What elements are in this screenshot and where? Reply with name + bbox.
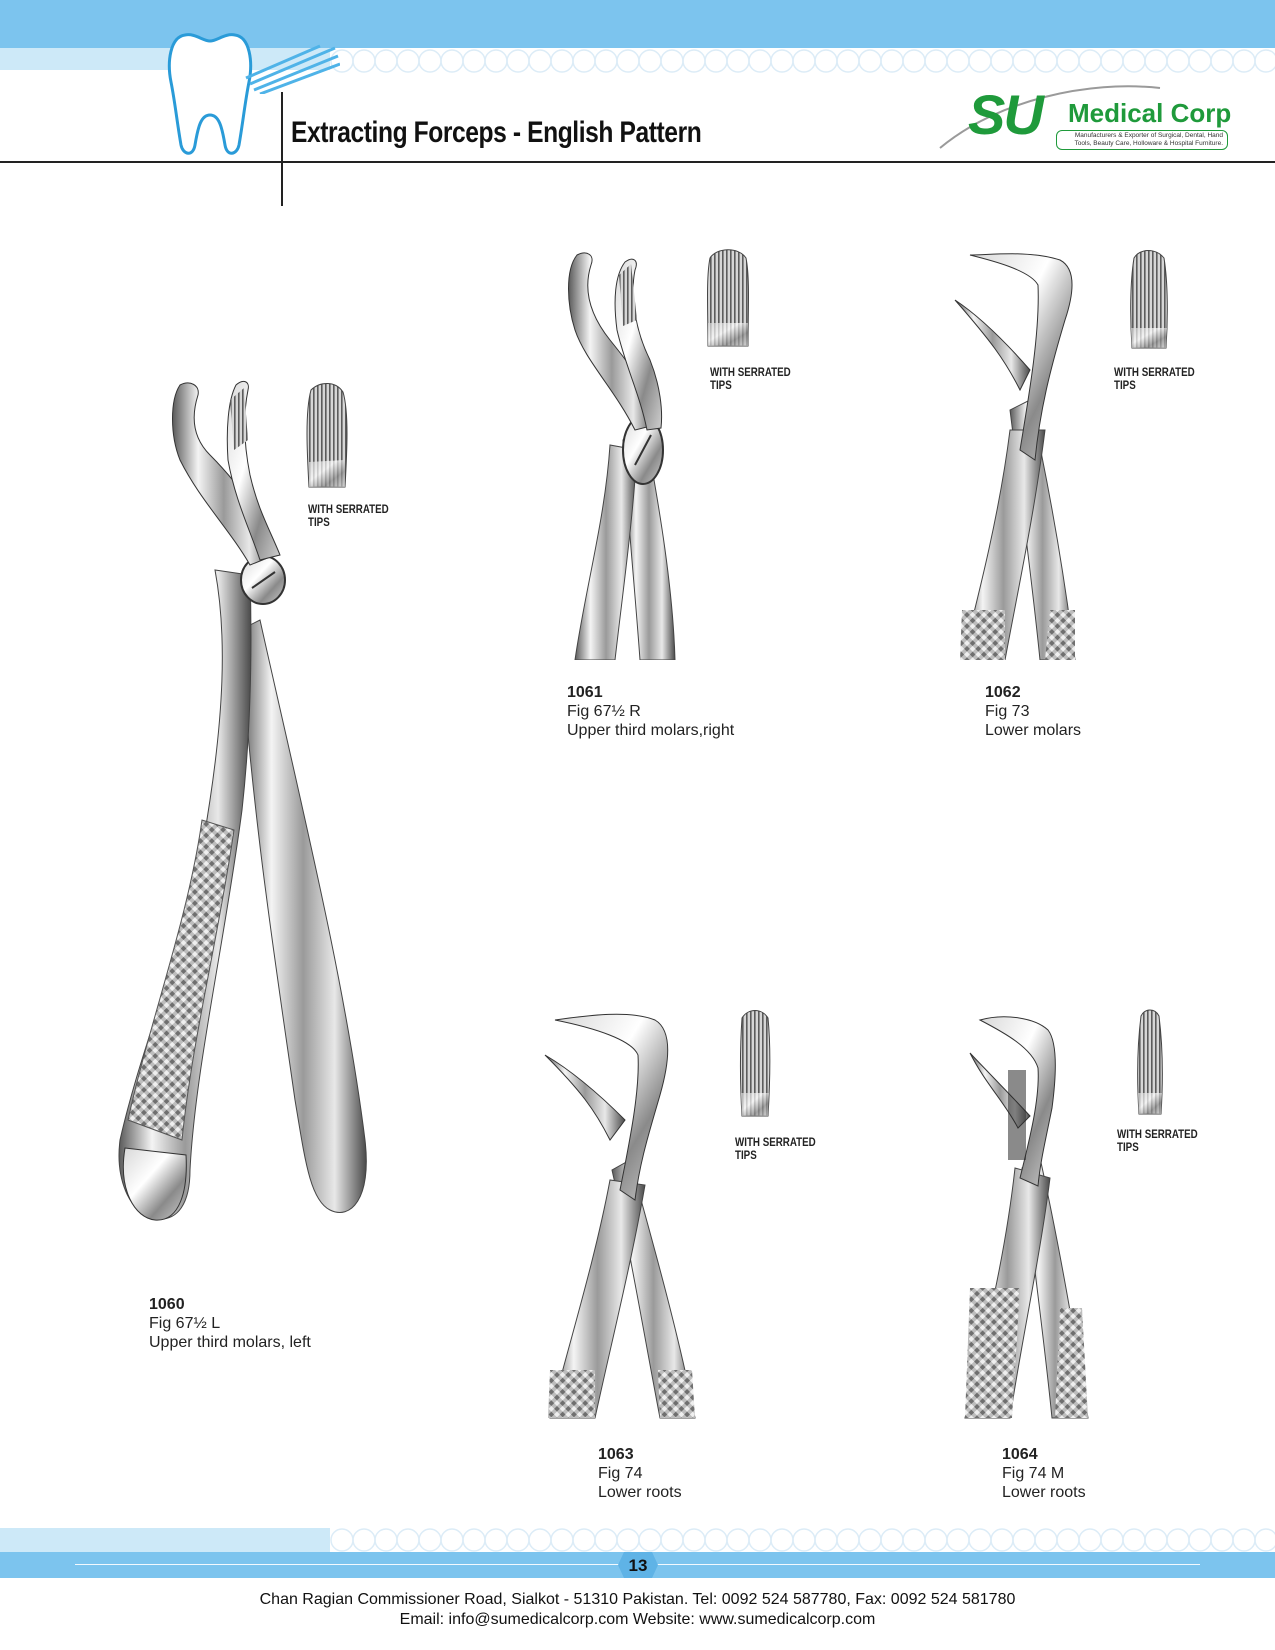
product-fig: Fig 67½ R	[567, 703, 641, 720]
page-title: Extracting Forceps - English Pattern	[291, 116, 702, 149]
tip-label-1063: WITH SERRATED TIPS	[735, 1137, 816, 1162]
footer-address: Chan Ragian Commissioner Road, Sialkot - 51310 Pakistan. Tel: 0092 524 587780, Fax: 0092 524 581780	[259, 1591, 1016, 1608]
product-code: 1060	[149, 1296, 185, 1313]
tip-label-1064: WITH SERRATED TIPS	[1117, 1129, 1198, 1154]
product-description: Upper third molars, left	[149, 1334, 311, 1351]
product-description: Lower roots	[1002, 1484, 1086, 1501]
tip-label-1061: WITH SERRATED TIPS	[710, 367, 791, 392]
header-rule	[0, 161, 1275, 163]
forceps-1063-image	[540, 1010, 730, 1420]
tip-label-1062: WITH SERRATED TIPS	[1114, 367, 1195, 392]
caption-1061	[567, 683, 734, 740]
product-fig: Fig 74	[598, 1465, 643, 1482]
product-fig: Fig 67½ L	[149, 1315, 221, 1332]
logo-tagline: Manufacturers & Exporter of Surgical, Dental, Hand Tools, Beauty Care, Holloware & Hospital Furniture.	[1056, 130, 1228, 150]
serrated-tip-1062-image	[1128, 248, 1170, 350]
page-number: 13	[628, 1556, 648, 1575]
logo-name: Medical Corp	[1068, 98, 1232, 128]
caption-1062	[985, 683, 1081, 740]
product-code: 1062	[985, 684, 1021, 701]
caption-1063	[598, 1445, 682, 1502]
product-code: 1061	[567, 684, 603, 701]
ring-pattern	[330, 48, 1275, 74]
product-description: Lower molars	[985, 722, 1082, 739]
serrated-tip-1064-image	[1135, 1008, 1165, 1116]
product-description: Upper third molars,right	[567, 722, 735, 739]
product-code: 1064	[1002, 1446, 1038, 1463]
footer-band-light	[0, 1528, 330, 1552]
forceps-1064-image	[960, 1008, 1130, 1420]
serrated-tip-1060-image	[305, 382, 350, 490]
footer-contact: Email: info@sumedicalcorp.com Website: www.sumedicalcorp.com	[399, 1611, 876, 1628]
tip-label-1060: WITH SERRATED TIPS	[308, 504, 389, 529]
footer-ring-pattern	[330, 1528, 1275, 1552]
serrated-tip-1063-image	[738, 1008, 772, 1118]
caption-1060	[149, 1295, 311, 1352]
forceps-1061-image	[555, 250, 705, 660]
product-fig: Fig 74 M	[1002, 1465, 1065, 1482]
caption-1064	[1002, 1445, 1086, 1502]
product-description: Lower roots	[598, 1484, 682, 1501]
product-code: 1063	[598, 1446, 634, 1463]
tooth-shine-rays	[240, 44, 340, 94]
header-divider	[281, 92, 283, 206]
forceps-1062-image	[950, 250, 1130, 660]
company-logo	[938, 80, 1238, 155]
serrated-tip-1061-image	[706, 248, 751, 348]
product-fig: Fig 73	[985, 703, 1030, 720]
logo-mark: SU	[968, 83, 1042, 146]
